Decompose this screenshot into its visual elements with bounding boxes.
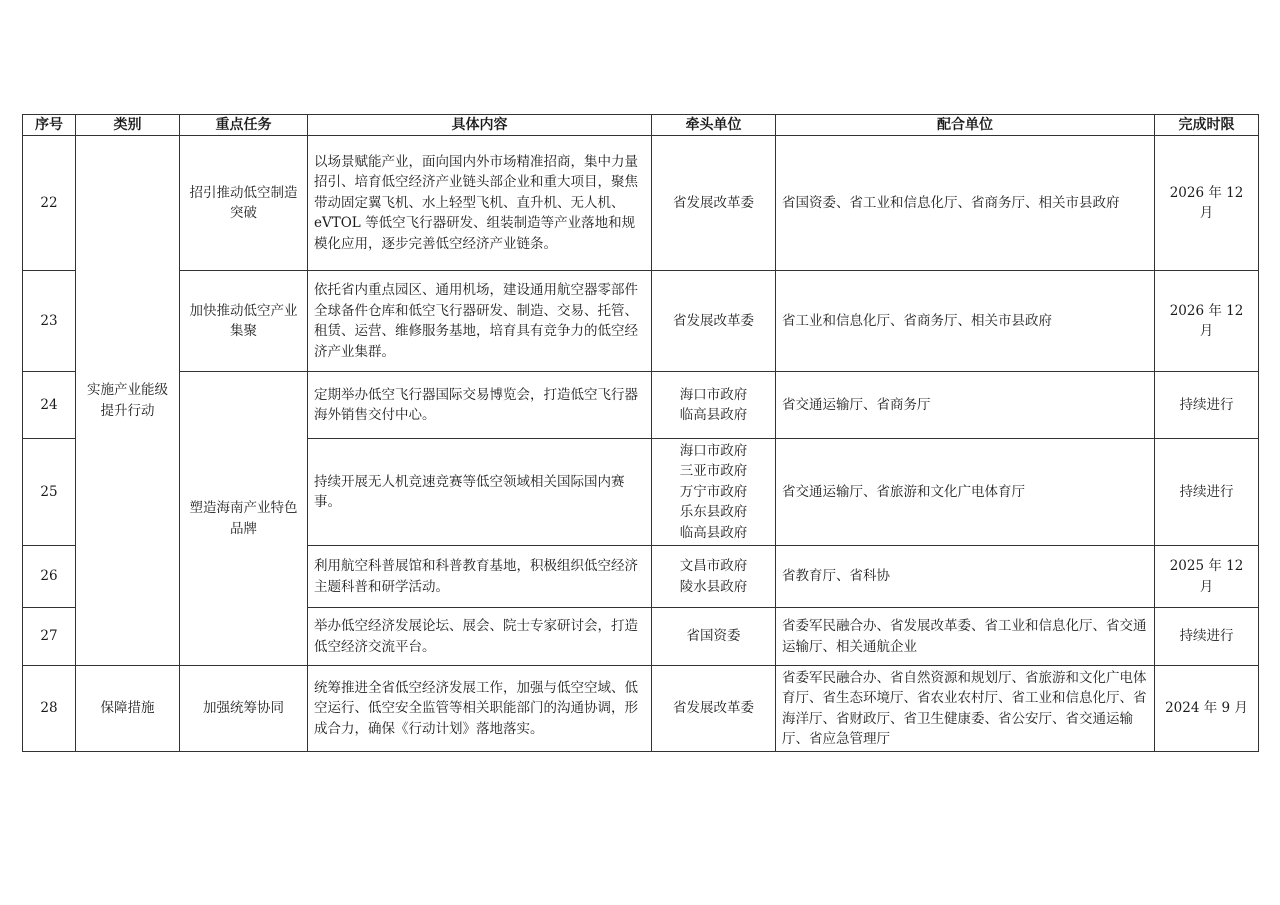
deadline-cell: 2026 年 12 月 bbox=[1155, 271, 1259, 372]
lead-unit: 万宁市政府 bbox=[679, 483, 748, 500]
coop-units-cell: 省国资委、省工业和信息化厅、省商务厅、相关市县政府 bbox=[776, 136, 1155, 271]
content-cell: 依托省内重点园区、通用机场，建设通用航空器零部件全球备件仓库和低空飞行器研发、制造、交易、托管、租赁、运营、维修服务基地，培育具有竞争力的低空经济产业集群。 bbox=[308, 271, 652, 372]
lead-unit: 临高县政府 bbox=[679, 524, 748, 541]
coop-units-cell: 省委军民融合办、省发展改革委、省工业和信息化厅、省交通运输厅、相关通航企业 bbox=[776, 608, 1155, 666]
category-cell bbox=[76, 666, 180, 752]
deadline-cell: 2026 年 12 月 bbox=[1155, 136, 1259, 271]
header-deadline: 完成时限 bbox=[1155, 115, 1259, 136]
table-header bbox=[23, 115, 1259, 136]
deadline-cell: 2024 年 9 月 bbox=[1155, 666, 1259, 752]
deadline-cell: 持续进行 bbox=[1155, 372, 1259, 439]
header-row bbox=[23, 115, 1259, 136]
table-row bbox=[23, 666, 1259, 752]
lead-unit: 三亚市政府 bbox=[679, 463, 748, 480]
header-content: 具体内容 bbox=[308, 115, 652, 136]
lead-unit-cell bbox=[652, 439, 776, 546]
content-cell: 以场景赋能产业，面向国内外市场精准招商，集中力量招引、培育低空经济产业链头部企业和重大项目，聚焦带动固定翼飞机、水上轻型飞机、直升机、无人机、eVTOL 等低空飞行器研发、组装制造等产业落地和规模化应用，逐步完善低空经济产业链条。 bbox=[308, 136, 652, 271]
lead-unit-cell bbox=[652, 372, 776, 439]
lead-unit: 省发展改革委 bbox=[673, 194, 754, 211]
lead-unit: 海口市政府 bbox=[679, 442, 748, 459]
row-number: 24 bbox=[23, 372, 76, 439]
key-task-cell bbox=[180, 372, 308, 666]
category-cell bbox=[76, 136, 180, 666]
lead-unit-cell bbox=[652, 608, 776, 666]
lead-unit: 海口市政府 bbox=[679, 386, 748, 403]
coop-units-cell: 省教育厅、省科协 bbox=[776, 546, 1155, 608]
header-key-task: 重点任务 bbox=[180, 115, 308, 136]
header-number: 序号 bbox=[23, 115, 76, 136]
header-category: 类别 bbox=[76, 115, 180, 136]
key-task-cell bbox=[180, 666, 308, 752]
coop-units-cell: 省委军民融合办、省自然资源和规划厅、省旅游和文化广电体育厅、省生态环境厅、省农业农村厅、省工业和信息化厅、省海洋厅、省财政厅、省卫生健康委、省公安厅、省交通运输厅、省应急管理厅 bbox=[776, 666, 1155, 752]
content-cell: 利用航空科普展馆和科普教育基地，积极组织低空经济主题科普和研学活动。 bbox=[308, 546, 652, 608]
lead-unit: 省发展改革委 bbox=[673, 700, 754, 717]
row-number: 23 bbox=[23, 271, 76, 372]
category-label: 实施产业能级提升行动 bbox=[87, 382, 168, 419]
key-task-label: 招引推动低空制造突破 bbox=[189, 184, 298, 221]
lead-unit: 陵水县政府 bbox=[679, 578, 748, 595]
header-coop-units: 配合单位 bbox=[776, 115, 1155, 136]
lead-unit: 省国资委 bbox=[686, 628, 741, 645]
deadline-cell: 持续进行 bbox=[1155, 439, 1259, 546]
key-task-label: 加快推动低空产业集聚 bbox=[189, 302, 298, 339]
coop-units-cell: 省工业和信息化厅、省商务厅、相关市县政府 bbox=[776, 271, 1155, 372]
content-cell: 统筹推进全省低空经济发展工作，加强与低空空域、低空运行、低空安全监管等相关职能部门的沟通协调，形成合力，确保《行动计划》落地落实。 bbox=[308, 666, 652, 752]
lead-unit-cell bbox=[652, 546, 776, 608]
table-row bbox=[23, 372, 1259, 439]
lead-unit-cell bbox=[652, 136, 776, 271]
lead-unit: 乐东县政府 bbox=[679, 504, 748, 521]
category-label: 保障措施 bbox=[100, 700, 155, 717]
content-cell: 举办低空经济发展论坛、展会、院士专家研讨会，打造低空经济交流平台。 bbox=[308, 608, 652, 666]
coop-units-cell: 省交通运输厅、省旅游和文化广电体育厅 bbox=[776, 439, 1155, 546]
deadline-cell: 2025 年 12 月 bbox=[1155, 546, 1259, 608]
key-task-cell bbox=[180, 271, 308, 372]
lead-unit: 临高县政府 bbox=[679, 407, 748, 423]
row-number: 25 bbox=[23, 439, 76, 546]
lead-unit-cell bbox=[652, 271, 776, 372]
table-row bbox=[23, 136, 1259, 271]
header-lead-unit: 牵头单位 bbox=[652, 115, 776, 136]
lead-unit-cell bbox=[652, 666, 776, 752]
lead-unit: 省发展改革委 bbox=[673, 312, 754, 329]
row-number: 27 bbox=[23, 608, 76, 666]
lead-unit: 文昌市政府 bbox=[679, 558, 748, 574]
coop-units-cell: 省交通运输厅、省商务厅 bbox=[776, 372, 1155, 439]
task-table bbox=[22, 114, 1259, 752]
deadline-cell: 持续进行 bbox=[1155, 608, 1259, 666]
content-cell: 定期举办低空飞行器国际交易博览会，打造低空飞行器海外销售交付中心。 bbox=[308, 372, 652, 439]
content-cell: 持续开展无人机竞速竞赛等低空领域相关国际国内赛事。 bbox=[308, 439, 652, 546]
table-row bbox=[23, 271, 1259, 372]
key-task-label: 加强统筹协同 bbox=[203, 700, 284, 717]
row-number: 28 bbox=[23, 666, 76, 752]
key-task-cell bbox=[180, 136, 308, 271]
key-task-label: 塑造海南产业特色品牌 bbox=[189, 500, 298, 537]
row-number: 26 bbox=[23, 546, 76, 608]
row-number: 22 bbox=[23, 136, 76, 271]
